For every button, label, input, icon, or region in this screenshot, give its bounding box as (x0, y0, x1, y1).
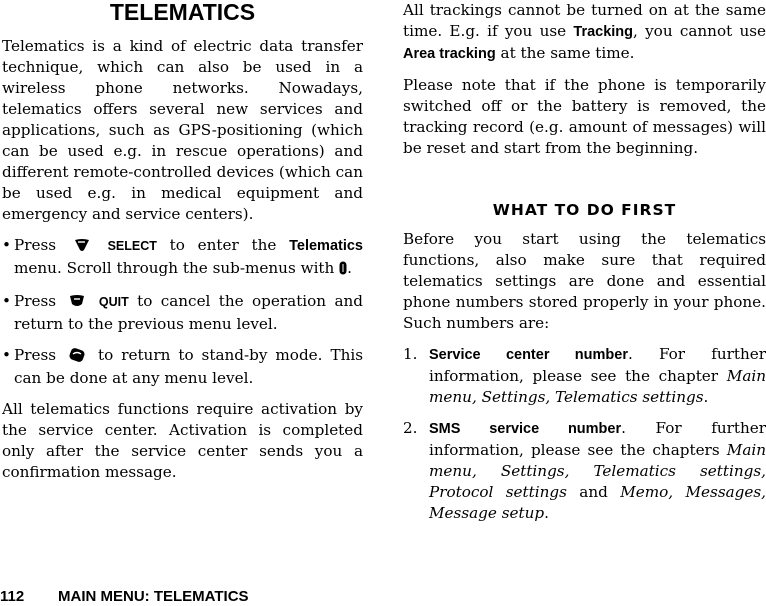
instruction-select: • Press SELECT to enter the Telematics menu. Scroll through the sub-menus with . (2, 235, 363, 281)
intro-paragraph: Telematics is a kind of electric data transfer technique, which can also be used in a wireless phone networks. Nowadays, telematics offers several new services and applications, such as GPS-positioning (which can be used e.g. in rescue operations) and different remote-controlled devices (which can be used e.g. in medical equipment and emergency and service centers). (2, 37, 363, 223)
page-number: 112 (0, 588, 25, 605)
page-title: TELEMATICS (109, 0, 256, 25)
instruction-end: • Press to return to stand-by mode. This can be done at any menu level. (2, 346, 364, 387)
activation-paragraph: All telematics functions require activation by the service center. Activation is completed only after the service center sends you a confirmation message. (2, 400, 363, 481)
left-column (2, 0, 363, 493)
instruction-list (2, 235, 363, 389)
select-key-icon (74, 237, 90, 258)
instruction-quit: • Press QUIT to cancel the operation and return to the previous menu level. (2, 292, 364, 333)
footer-section-title: MAIN MENU: TELEMATICS (58, 588, 249, 605)
before-paragraph: Before you start using the telematics functions, also make sure that required telematics settings are done and essential phone numbers stored properly in your phone. Such numbers are: (403, 230, 766, 332)
list-item: 1. Service center number. For further information, please see the chapter Main menu, Settings, Telematics settings. (403, 345, 766, 406)
end-key-icon (69, 347, 85, 368)
scroll-key-icon (339, 260, 347, 281)
list-item: 2. SMS service number. For further information, please see the chapters Main menu, Settings, Telematics settings, Protocol settings and Memo, Messages, Message setup. (403, 419, 766, 522)
quit-key-icon (69, 293, 85, 314)
tracking-paragraph: All trackings cannot be turned on at the same time. E.g. if you use Tracking, you cannot use Area tracking at the same time. (403, 1, 766, 62)
reset-paragraph: Please note that if the phone is temporarily switched off or the battery is removed, the tracking record (e.g. amount of messages) will be reset and start from the beginning. (403, 76, 766, 157)
numbers-list (403, 344, 766, 524)
section-heading: WHAT TO DO FIRST (492, 201, 677, 219)
page-footer (0, 588, 249, 606)
right-column (403, 0, 766, 534)
